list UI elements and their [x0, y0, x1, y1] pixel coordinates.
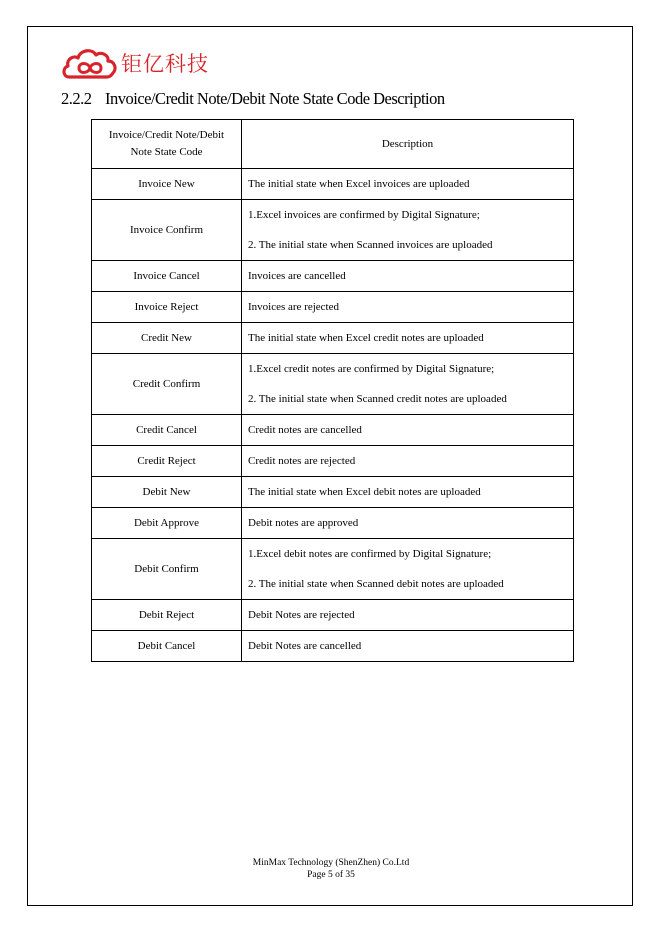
description-line: The initial state when Excel debit notes are uploaded	[248, 486, 481, 498]
description-line: Invoices are cancelled	[248, 270, 346, 282]
description-cell	[242, 200, 574, 261]
table-row	[92, 200, 574, 261]
description-cell	[242, 261, 574, 292]
state-code-cell: Invoice Reject	[92, 292, 242, 323]
description-line: Credit notes are cancelled	[248, 424, 362, 436]
footer-page-number: Page 5 of 35	[307, 870, 355, 880]
state-code-table	[91, 119, 574, 662]
state-code-cell: Credit New	[92, 323, 242, 354]
table-row	[92, 354, 574, 415]
section-number: 2.2.2	[61, 89, 92, 108]
state-code-cell: Invoice New	[92, 169, 242, 200]
description-line: Debit Notes are rejected	[248, 609, 355, 621]
table-row	[92, 446, 574, 477]
description-cell	[242, 169, 574, 200]
description-line: 2. The initial state when Scanned credit notes are uploaded	[248, 393, 507, 405]
page-footer	[0, 857, 662, 881]
description-cell	[242, 631, 574, 662]
description-line: 2. The initial state when Scanned debit notes are uploaded	[248, 578, 504, 590]
table-row	[92, 539, 574, 600]
table-row	[92, 508, 574, 539]
state-code-cell: Debit Confirm	[92, 539, 242, 600]
table-row	[92, 415, 574, 446]
description-line: Debit notes are approved	[248, 517, 359, 529]
state-code-cell: Debit Cancel	[92, 631, 242, 662]
description-line: The initial state when Excel credit notes are uploaded	[248, 332, 484, 344]
state-code-cell: Debit Reject	[92, 600, 242, 631]
footer-company: MinMax Technology (ShenZhen) Co.Ltd	[252, 858, 410, 868]
state-code-cell: Invoice Confirm	[92, 200, 242, 261]
description-line: The initial state when Excel invoices are uploaded	[248, 178, 470, 190]
state-code-cell: Debit Approve	[92, 508, 242, 539]
state-code-cell: Debit New	[92, 477, 242, 508]
description-line: 1.Excel debit notes are confirmed by Digital Signature;	[248, 548, 492, 560]
description-cell	[242, 323, 574, 354]
section-title: Invoice/Credit Note/Debit Note State Code Description	[105, 89, 445, 108]
state-code-cell: Invoice Cancel	[92, 261, 242, 292]
description-cell	[242, 446, 574, 477]
cloud-infinity-logo-icon	[61, 47, 119, 81]
description-cell	[242, 292, 574, 323]
description-cell	[242, 477, 574, 508]
header-state-code: Invoice/Credit Note/Debit Note State Code	[92, 120, 242, 169]
description-line: Debit Notes are cancelled	[248, 640, 362, 652]
description-line: 2. The initial state when Scanned invoices are uploaded	[248, 239, 493, 251]
description-cell	[242, 600, 574, 631]
state-code-cell: Credit Cancel	[92, 415, 242, 446]
description-line: 1.Excel invoices are confirmed by Digital Signature;	[248, 209, 480, 221]
table-row	[92, 631, 574, 662]
table-row	[92, 169, 574, 200]
company-logo	[61, 47, 209, 81]
table-row	[92, 477, 574, 508]
section-heading	[61, 89, 445, 109]
table-row	[92, 323, 574, 354]
description-line: 1.Excel credit notes are confirmed by Digital Signature;	[248, 363, 495, 375]
description-line: Invoices are rejected	[248, 301, 339, 313]
state-code-cell: Credit Reject	[92, 446, 242, 477]
table-row	[92, 600, 574, 631]
description-cell	[242, 415, 574, 446]
state-code-cell: Credit Confirm	[92, 354, 242, 415]
description-cell	[242, 539, 574, 600]
description-cell	[242, 354, 574, 415]
table-body	[92, 169, 574, 662]
table-row	[92, 292, 574, 323]
header-description: Description	[242, 120, 574, 169]
logo-text: 钜亿科技	[121, 51, 209, 76]
description-cell	[242, 508, 574, 539]
table-row	[92, 261, 574, 292]
description-line: Credit notes are rejected	[248, 455, 356, 467]
